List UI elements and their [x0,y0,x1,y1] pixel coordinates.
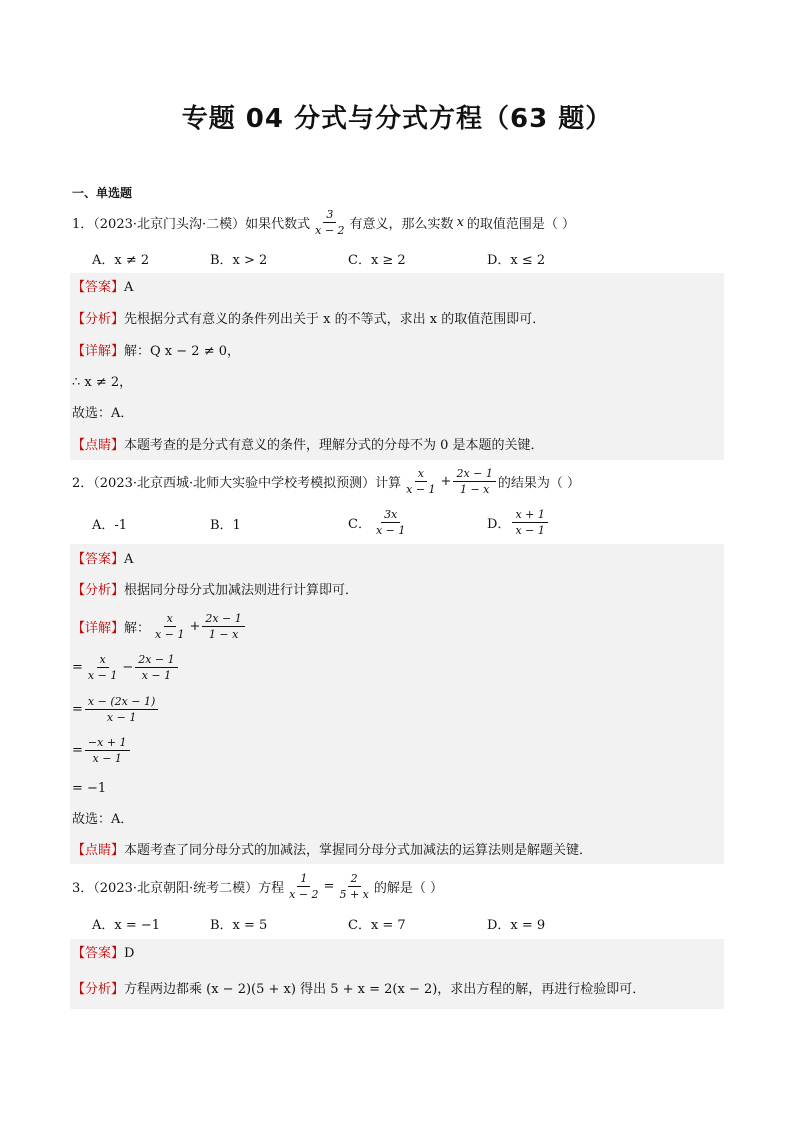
page-title: 专题 04 分式与分式方程（63 题） [181,104,613,134]
q1-comment [72,437,544,455]
q2-option-d [487,504,550,540]
q1-frac-num: 3 [323,208,336,223]
q2-option-d-label: D． [487,516,511,532]
q2-eq-2: = [72,659,83,675]
q2-option-c [348,504,410,540]
q1-detail-line-1: 解：Q x − 2 ≠ 0， [124,344,240,359]
q3-answer [72,945,134,963]
q2-optc-den: x − 1 [375,523,406,537]
q3-analysis [72,981,645,999]
q3-f1-den: x − 2 [289,887,319,901]
q2-fraction-1 [403,467,438,496]
q2-detail-line-2 [72,649,180,685]
q1-detail-line-2: ∴ x ≠ 2， [72,375,133,390]
q3-f2-num: 2 [348,872,361,887]
q1-fraction [312,208,347,237]
q3-option-a: A．x = −1 [92,918,161,933]
q2-d2a-num: x [97,653,109,668]
q3-fraction-1 [286,872,321,901]
answer-label: 【答案】 [72,280,125,295]
analysis-label: 【分析】 [72,982,125,997]
q2-f1-den: x − 1 [406,482,436,496]
q2-analysis-text: 根据同分母分式加减法则进行计算即可． [124,583,359,598]
q1-option-d: D．x ≤ 2 [487,253,546,268]
q2-option-d-frac [512,508,547,537]
q1-mid: 有意义，那么实数 [349,216,454,232]
q3-fraction-2 [336,872,371,901]
q2-comment [72,842,592,860]
q1-comment-text: 本题考查的是分式有意义的条件，理解分式的分母不为 0 是本题的关键． [124,438,544,453]
q3-option-c: C．x = 7 [348,918,406,933]
q2-d2b-den: x − 1 [141,668,172,682]
q2-d1-op: + [189,618,201,634]
q2-d2-op: − [122,659,134,675]
q2-detail-solve: 解： [124,620,151,636]
q1-analysis-text: 先根据分式有意义的条件列出关于 x 的不等式，求出 x 的取值范围即可． [124,312,546,327]
q3-f2-den: 5 + x [339,887,369,901]
q2-d4-num: −x + 1 [85,736,130,751]
q2-d2a [85,653,120,682]
q1-choose: 故选：A． [72,406,134,421]
q2-d2b-num: 2x − 1 [135,653,177,668]
q2-d1a-num: x [164,612,176,627]
q1-option-a: A．x ≠ 2 [92,253,150,268]
q3-option-b: B．x = 5 [210,918,268,933]
q2-eq-4: = [72,742,83,758]
answer-label: 【答案】 [72,552,125,567]
q2-detail-line-3 [72,691,160,727]
q2-d1a [152,612,187,641]
q1-option-b: B．x > 2 [210,253,268,268]
analysis-label: 【分析】 [72,583,125,598]
q2-comment-text: 本题考查了同分母分式的加减法，掌握同分母分式加减法的运算法则是解题关键． [124,843,593,858]
q3-f1-num: 1 [297,872,310,887]
detail-label: 【详解】 [72,620,125,636]
q2-detail-line-1 [72,608,247,644]
q3-eq: = [323,878,335,894]
q2-f2-num: 2x − 1 [453,467,495,482]
q2-f1-num: x [415,467,427,482]
q1-frac-den: x − 2 [315,223,345,237]
q2-detail-line-4 [72,732,132,768]
q2-analysis [72,582,358,600]
comment-label: 【点睛】 [72,843,125,858]
q3-suffix: 的解是（ ） [373,880,444,896]
q2-d1b-den: 1 − x [208,627,239,641]
q1-analysis [72,311,545,329]
q3-stem [72,868,443,904]
q1-answer-value: A [124,280,134,295]
q2-prefix: 2．（2023·北京西城·北师大实验中学校考模拟预测）计算 [72,475,402,491]
q1-option-c: C．x ≥ 2 [348,253,406,268]
q2-d2a-den: x − 1 [87,668,118,682]
q1-var: x [456,214,464,230]
q2-d3 [85,695,158,724]
q2-d1b [202,612,244,641]
analysis-label: 【分析】 [72,312,125,327]
q2-d3-num: x − (2x − 1) [85,695,158,710]
q2-d4 [85,736,130,765]
q3-answer-value: D [124,946,135,961]
q1-answer [72,279,133,297]
q2-stem [72,463,580,499]
q2-eq-3: = [72,701,83,717]
comment-label: 【点睛】 [72,438,125,453]
q2-option-a: A．-1 [92,518,128,533]
q3-option-d: D．x = 9 [487,918,546,933]
q2-d1b-num: 2x − 1 [202,612,244,627]
q2-f2-den: 1 − x [459,482,490,496]
q2-detail-line-5: = −1 [72,781,107,796]
q1-stem [72,205,575,239]
q3-prefix: 3．（2023·北京朝阳·统考二模）方程 [72,880,285,896]
q2-optc-num: 3x [381,508,400,523]
q3-analysis-text: 方程两边都乘 (x − 2)(5 + x) 得出 5 + x = 2(x − 2)，求出方程的解，再进行检验即可． [124,982,646,997]
q2-d3-den: x − 1 [106,710,137,724]
q2-choose: 故选：A． [72,812,134,827]
q1-suffix: 的取值范围是（ ） [466,216,576,232]
section-heading: 一、单选题 [72,186,133,200]
q2-suffix: 的结果为（ ） [497,475,581,491]
q2-option-b: B．1 [210,518,241,533]
q2-option-c-label: C． [348,516,371,532]
q2-d2b [135,653,177,682]
detail-label: 【详解】 [72,344,125,359]
q2-optd-num: x + 1 [512,508,547,523]
q2-option-c-frac [373,508,408,537]
q2-d1a-den: x − 1 [155,627,185,641]
q2-optd-den: x − 1 [515,523,545,537]
q1-solution-panel [70,273,724,460]
q1-detail [72,343,240,361]
q2-fraction-2 [453,467,495,496]
answer-label: 【答案】 [72,946,125,961]
q2-answer [72,551,133,569]
q1-prefix: 1．（2023·北京门头沟·二模）如果代数式 [72,216,311,232]
q2-answer-value: A [124,552,134,567]
q2-d4-den: x − 1 [92,751,122,765]
q2-plus: + [440,473,452,489]
